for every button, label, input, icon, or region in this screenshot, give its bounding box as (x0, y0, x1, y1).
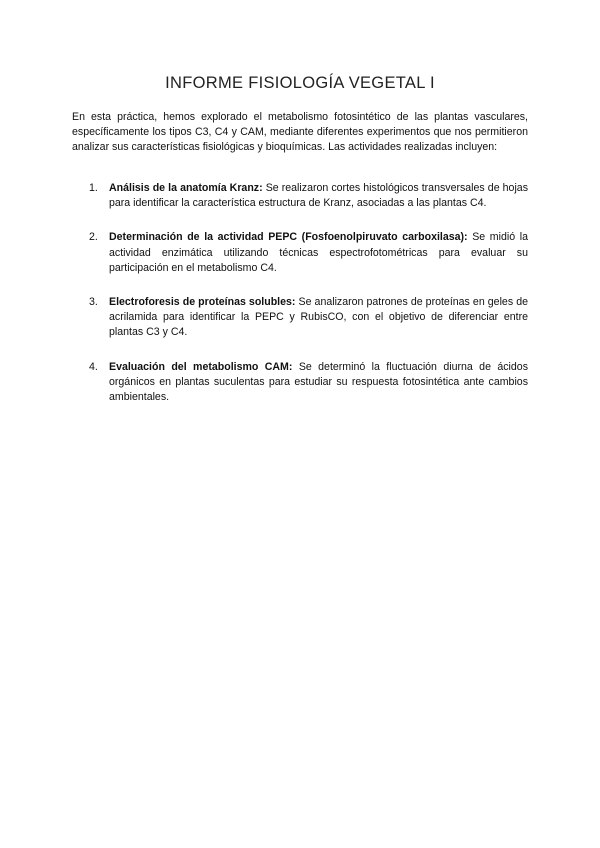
list-item-heading: Análisis de la anatomía Kranz: (109, 182, 263, 194)
list-item-heading: Electroforesis de proteínas solubles: (109, 296, 296, 309)
list-item-number: 4. (89, 360, 98, 373)
list-item-number: 1. (89, 182, 98, 194)
list-item-heading: Evaluación del metabolismo CAM: (109, 360, 293, 373)
list-item-text: Se midió la actividad enzimática utilizando técnicas espectrofotométricas para evaluar su participación en el metabolismo C4. (109, 231, 528, 274)
list-item (72, 295, 528, 341)
list-item-heading: Determinación de la actividad PEPC (Fosfoenolpiruvato carboxilasa): (109, 231, 468, 244)
list-item-text: Se determinó la fluctuación diurna de ácidos orgánicos en plantas suculentas para estudiar su respuesta fotosintética ante cambios ambientales. (109, 360, 528, 404)
list-item (72, 360, 528, 406)
list-item (72, 230, 528, 276)
list-item-text: Se analizaron patrones de proteínas en geles de acrilamida para identificar la PEPC y RubisCO, con el objetivo de diferenciar entre plantas C3 y C4. (109, 296, 528, 339)
list-item-number: 3. (89, 296, 98, 309)
list-item (72, 181, 528, 211)
list-item-text: Se realizaron cortes histológicos transversales de hojas para identificar la característica estructura de Kranz, asociadas a las plantas C4. (109, 182, 528, 210)
document-title: INFORME FISIOLOGÍA VEGETAL I (165, 74, 435, 92)
list-item-number: 2. (89, 231, 98, 244)
intro-paragraph: En esta práctica, hemos explorado el metabolismo fotosintético de las plantas vasculares, específicamente los tipos C3, C4 y CAM, mediante diferentes experimentos que nos permitieron analizar sus características fisiológicas y bioquímicas. Las actividades realizadas incluyen: (72, 111, 528, 154)
activities-list (72, 181, 528, 424)
